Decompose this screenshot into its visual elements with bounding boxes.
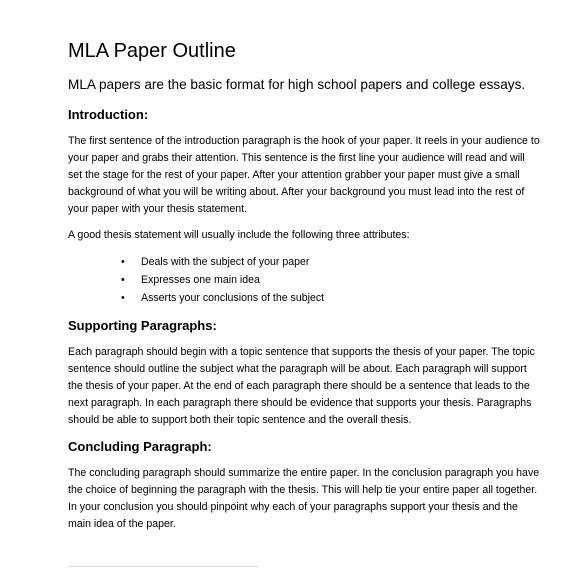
bullet-icon: •: [121, 256, 125, 268]
supporting-paragraphs-heading: Supporting Paragraphs:: [68, 318, 217, 333]
list-item: [121, 290, 540, 307]
bullet-icon: •: [121, 292, 125, 304]
bullet-icon: •: [121, 274, 125, 286]
concluding-paragraph-heading: Concluding Paragraph:: [68, 439, 212, 454]
introduction-heading: Introduction:: [68, 107, 149, 122]
list-item-text: Expresses one main idea: [141, 274, 260, 286]
list-item-text: Deals with the subject of your paper: [141, 256, 310, 268]
thesis-attributes-list: [68, 254, 540, 307]
list-item: [121, 272, 540, 289]
thesis-intro-text: A good thesis statement will usually include the following three attributes:: [68, 229, 410, 241]
introduction-paragraph: The first sentence of the introduction paragraph is the hook of your paper. It reels in your audience to your paper and grabs their attention. This sentence is the first line your audience will read and will set the stage for the rest of your paper. After your attention grabber your paper must give a small background of what you will be writing about. After your background you must lead into the rest of your paper with your thesis statement.: [68, 135, 540, 215]
list-item-text: Asserts your conclusions of the subject: [141, 292, 325, 304]
page-title: MLA Paper Outline: [68, 40, 236, 62]
supporting-paragraph: Each paragraph should begin with a topic sentence that supports the thesis of your paper. The topic sentence should outline the subject what the paragraph will be about. Each paragraph will support the thesis of your paper. At the end of each paragraph there should be a sentence that leads to the next paragraph. In each paragraph there should be evidence that supports your thesis. Paragraphs should be able to support both their topic sentence and the overall thesis.: [68, 346, 535, 426]
page-divider: [68, 566, 258, 567]
lead-sentence: MLA papers are the basic format for high school papers and college essays.: [68, 77, 526, 92]
list-item: [121, 254, 540, 271]
concluding-paragraph: The concluding paragraph should summarize the entire paper. In the conclusion paragraph you have the choice of beginning the paragraph with the thesis. This will help tie your entire paper all together. In your conclusion you should pinpoint why each of your paragraphs support your thesis and the main idea of the paper.: [68, 467, 540, 530]
